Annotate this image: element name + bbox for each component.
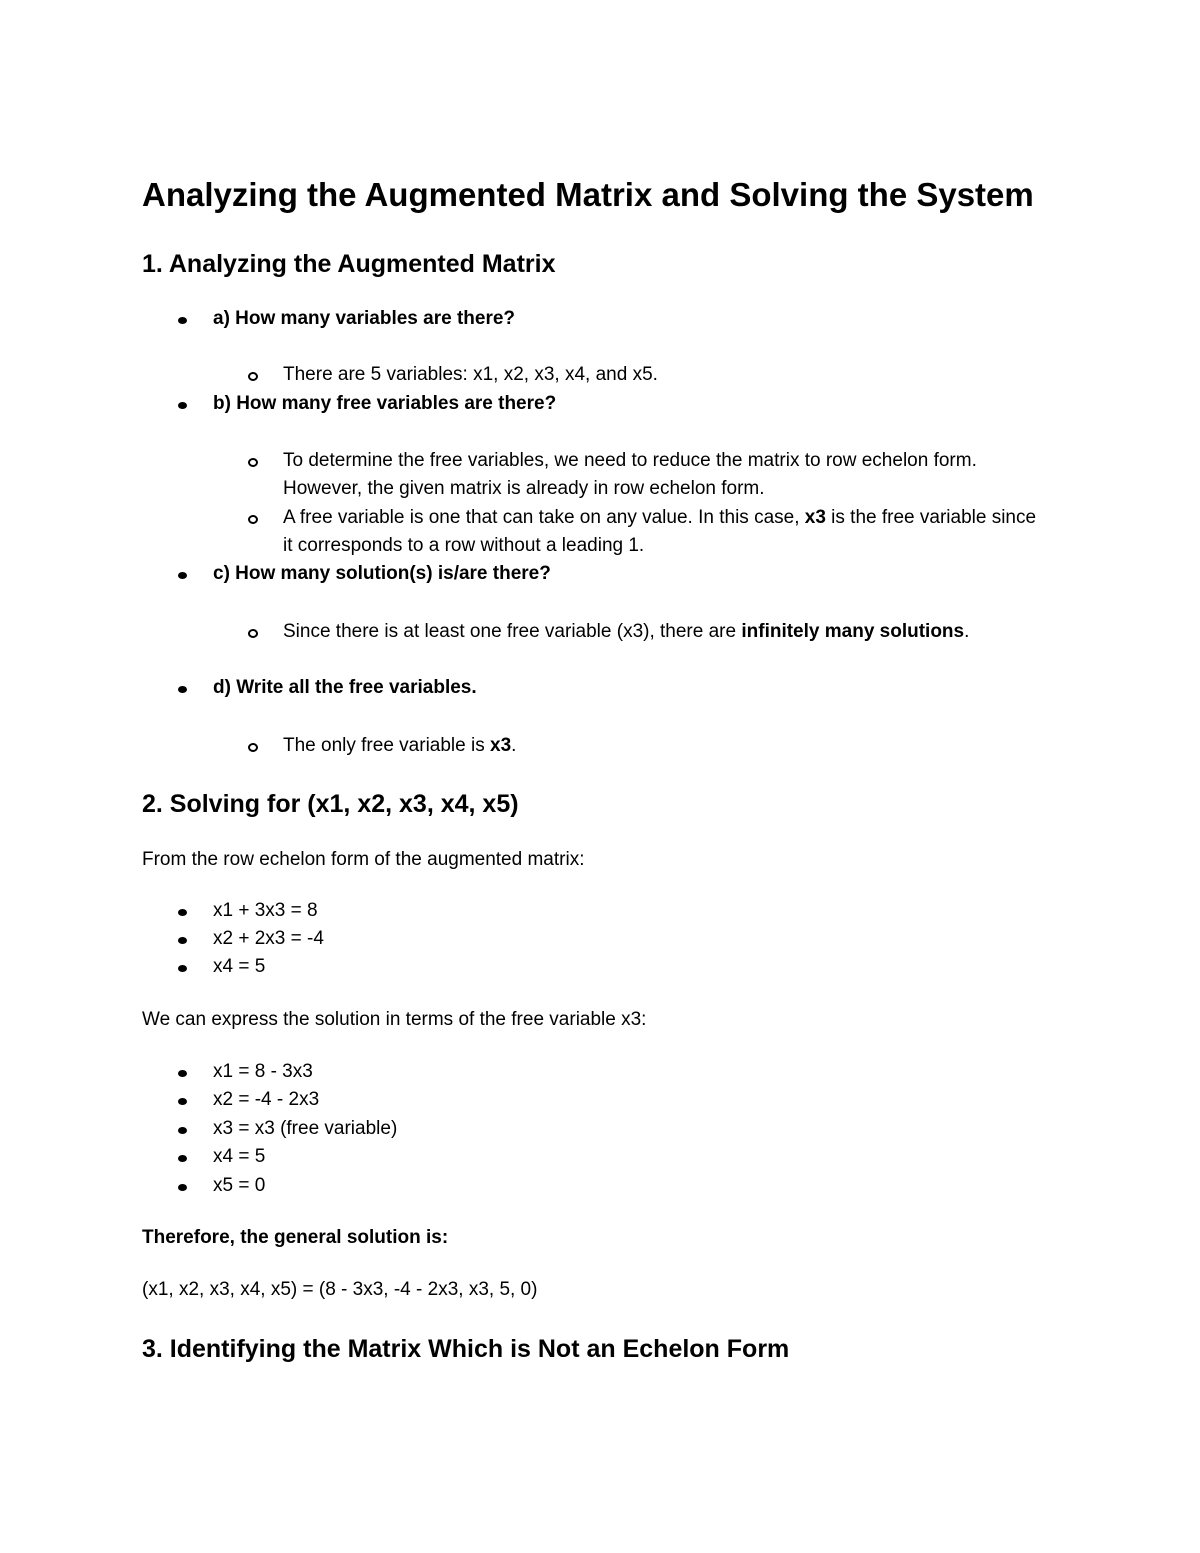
- question-c: c) How many solution(s) is/are there?: [213, 563, 551, 584]
- sub-bullet: [248, 458, 258, 467]
- answer-b-2: A free variable is one that can take on any value. In this case, x3 is the free variable since it corresponds to a row without a leading 1.: [283, 507, 1037, 556]
- solution-5: x5 = 0: [213, 1175, 266, 1196]
- equation-1: x1 + 3x3 = 8: [213, 900, 318, 921]
- solution-1: x1 = 8 - 3x3: [213, 1061, 313, 1082]
- bullet: [178, 317, 187, 324]
- solution-2: x2 = -4 - 2x3: [213, 1089, 320, 1110]
- answer-b-1: To determine the free variables, we need to reduce the matrix to row echelon form. However, the given matrix is already in row echelon form.: [283, 450, 977, 499]
- page-title: Analyzing the Augmented Matrix and Solving the System: [142, 176, 1034, 213]
- section-3-heading: 3. Identifying the Matrix Which is Not an Echelon Form: [142, 1335, 790, 1363]
- bullet: [178, 572, 187, 579]
- equation-3: x4 = 5: [213, 956, 266, 977]
- sub-bullet: [248, 629, 258, 638]
- bullet: [178, 686, 187, 693]
- therefore-text: Therefore, the general solution is:: [142, 1227, 449, 1248]
- bullet: [178, 402, 187, 409]
- sub-bullet: [248, 372, 258, 381]
- bullet: [178, 1155, 187, 1162]
- answer-a: There are 5 variables: x1, x2, x3, x4, and x5.: [283, 364, 658, 385]
- solution-4: x4 = 5: [213, 1146, 266, 1167]
- question-d: d) Write all the free variables.: [213, 677, 477, 698]
- bullet: [178, 1127, 187, 1134]
- bullet: [178, 965, 187, 972]
- intro-text: From the row echelon form of the augmented matrix:: [142, 849, 585, 870]
- answer-d: The only free variable is x3.: [283, 735, 517, 756]
- question-a: a) How many variables are there?: [213, 308, 516, 329]
- answer-c: Since there is at least one free variable (x3), there are infinitely many solutions.: [283, 621, 970, 642]
- section-1-heading: 1. Analyzing the Augmented Matrix: [142, 250, 556, 278]
- express-text: We can express the solution in terms of the free variable x3:: [142, 1009, 647, 1030]
- bullet: [178, 1070, 187, 1077]
- section-2-heading: 2. Solving for (x1, x2, x3, x4, x5): [142, 790, 519, 818]
- bullet: [178, 909, 187, 916]
- sub-bullet: [248, 515, 258, 524]
- bullet: [178, 1184, 187, 1191]
- solution-3: x3 = x3 (free variable): [213, 1118, 398, 1139]
- bullet: [178, 1098, 187, 1105]
- sub-bullet: [248, 743, 258, 752]
- question-b: b) How many free variables are there?: [213, 393, 557, 414]
- equation-2: x2 + 2x3 = -4: [213, 928, 324, 949]
- general-solution: (x1, x2, x3, x4, x5) = (8 - 3x3, -4 - 2x3, x3, 5, 0): [142, 1279, 538, 1300]
- bullet: [178, 937, 187, 944]
